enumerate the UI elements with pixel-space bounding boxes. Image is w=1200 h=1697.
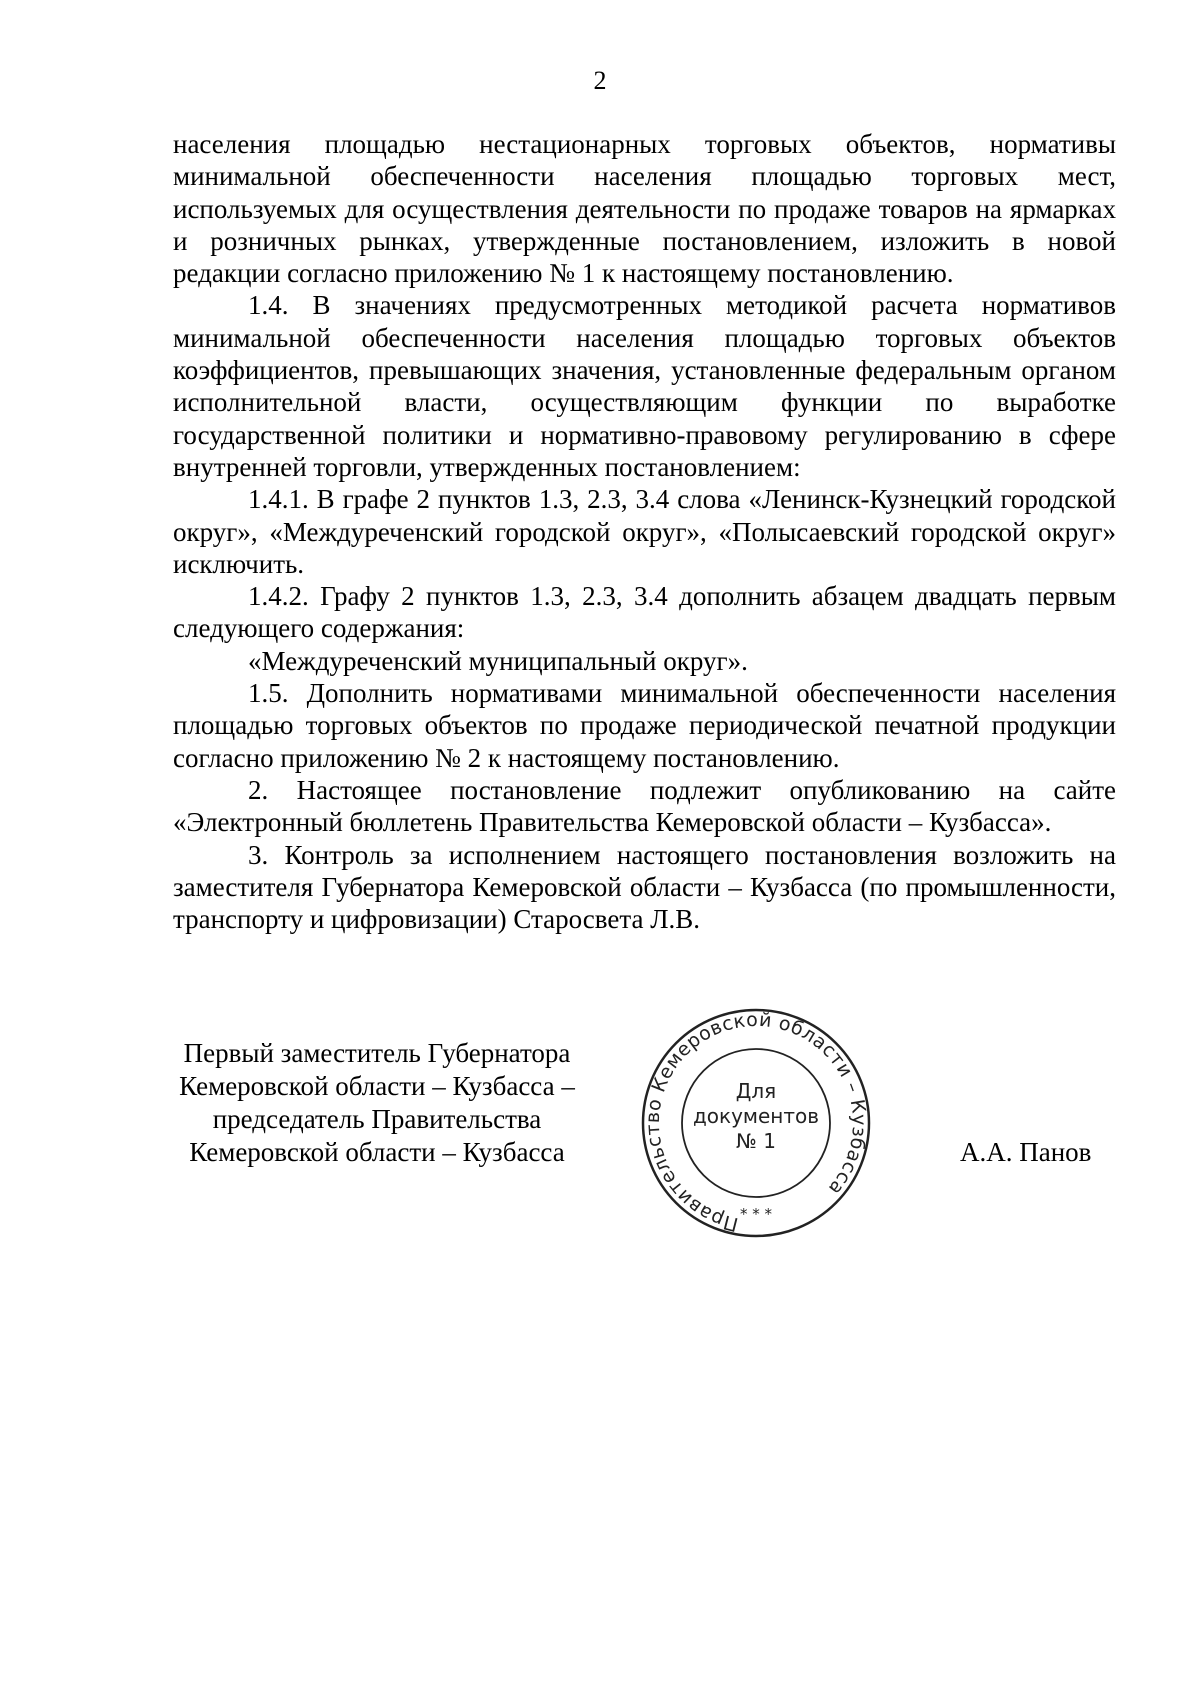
paragraph: 2. Настоящее постановление подлежит опубликованию на сайте «Электронный бюллетень Правительства Кемеровской области – Кузбасса».	[173, 774, 1116, 838]
paragraph: населения площадью нестационарных торговых объектов, нормативы минимальной обеспеченности населения площадью торговых мест, используемых для осуществления деятельности по продаже товаров на ярмарках и розничных рынках, утвержденные постановлением, изложить в новой редакции согласно приложению № 1 к настоящему постановлению.	[173, 129, 1116, 289]
official-seal	[640, 1007, 872, 1239]
paragraph: 1.5. Дополнить нормативами минимальной обеспеченности населения площадью торговых объектов по продаже периодической печатной продукции согласно приложению № 2 к настоящему постановлению.	[173, 678, 1116, 773]
seal-ring-text: Правительство Кемеровской области – Кузбасса	[641, 1008, 871, 1236]
seal-center-line: № 1	[736, 1129, 776, 1153]
signatory-name: А.А. Панов	[960, 1137, 1092, 1167]
paragraph: 1.4.1. В графе 2 пунктов 1.3, 2.3, 3.4 слова «Ленинск-Кузнецкий городской округ», «Междуреченский городской округ», «Полысаевский городской округ» исключить.	[173, 484, 1116, 579]
paragraph: 3. Контроль за исполнением настоящего постановления возложить на заместителя Губернатора Кемеровской области – Кузбасса (по промышленности, транспорту и цифровизации) Старосвета Л.В.	[173, 839, 1116, 935]
signatory-position	[162, 1037, 592, 1169]
document-body	[173, 128, 1116, 935]
seal-center-line: документов	[692, 1104, 820, 1128]
signatory-position-line: Кемеровской области – Кузбасса	[189, 1137, 565, 1167]
signatory-position-line: Кемеровской области – Кузбасса –	[179, 1071, 575, 1101]
paragraph: 1.4. В значениях предусмотренных методикой расчета нормативов минимальной обеспеченности населения площадью торговых объектов коэффициентов, превышающих значения, установленные федеральным органом исполнительной власти, осуществляющим функции по выработке государственной политики и нормативно-правовому регулированию в сфере внутренней торговли, утвержденных постановлением:	[173, 290, 1116, 482]
signatory-position-line: председатель Правительства	[212, 1104, 542, 1134]
seal-stars: * * *	[739, 1205, 773, 1223]
page-number: 2	[593, 66, 607, 95]
seal-center-line: Для	[735, 1079, 777, 1103]
signatory-position-line: Первый заместитель Губернатора	[183, 1038, 571, 1068]
paragraph: 1.4.2. Графу 2 пунктов 1.3, 2.3, 3.4 дополнить абзацем двадцать первым следующего содержания:	[173, 581, 1116, 644]
paragraph: «Междуреченский муниципальный округ».	[248, 645, 748, 676]
